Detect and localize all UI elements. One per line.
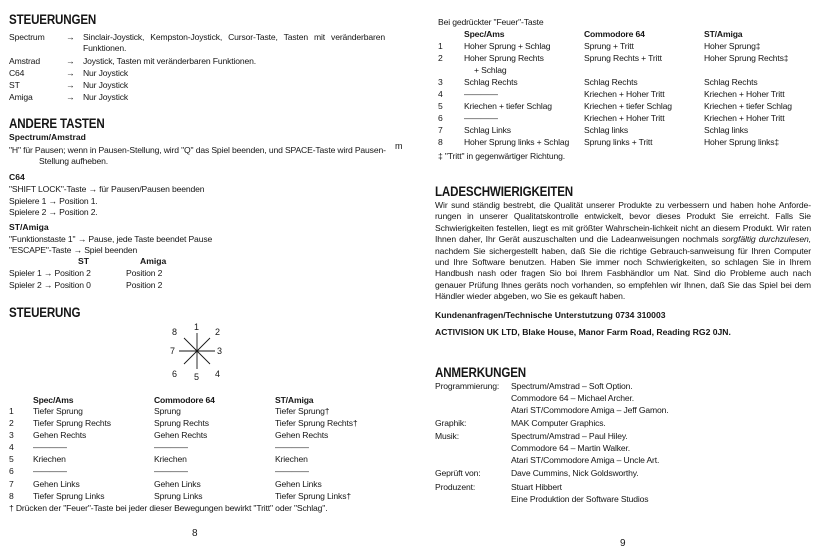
- arrow-icon: →: [66, 32, 75, 42]
- c64-move: Schlag links: [584, 125, 629, 135]
- row-number: 3: [9, 430, 14, 440]
- st-amiga-move: Hoher Sprung Rechts‡: [704, 53, 789, 63]
- amiga-column-header: Amiga: [140, 256, 167, 266]
- st-amiga-move: Tiefer Sprung Rechts†: [275, 418, 358, 428]
- compass-7: 7: [170, 346, 176, 356]
- st-amiga-move: Gehen Links: [275, 479, 322, 489]
- c64-move: Sprung Rechts + Tritt: [584, 53, 662, 63]
- joystick-direction-diagram: [168, 322, 232, 382]
- credit-value: Atari ST/Commodore Amiga – Uncle Art.: [511, 455, 660, 465]
- spec-ams-move: ————: [464, 113, 498, 123]
- credit-value: Stuart Hibbert: [511, 482, 562, 492]
- c64-move: Sprung Links: [154, 491, 203, 501]
- control-text: Nur Joystick: [83, 92, 128, 102]
- st-column-header: ST: [78, 256, 89, 266]
- c64-move: Sprung links + Tritt: [584, 137, 653, 147]
- st-amiga-move: Hoher Sprung‡: [704, 41, 761, 51]
- c64-move: Schlag Rechts: [584, 77, 638, 87]
- spec-ams-move: Tiefer Sprung Rechts: [33, 418, 111, 428]
- row-number: 3: [438, 77, 443, 87]
- c64-shift-line: "SHIFT LOCK"-Taste → für Pausen/Pausen beenden: [9, 184, 205, 194]
- row-number: 1: [9, 406, 14, 416]
- row-number: 7: [9, 479, 14, 489]
- system-label: C64: [9, 68, 25, 78]
- st-amiga-move: Gehen Rechts: [275, 430, 329, 440]
- page-number: 8: [192, 528, 198, 539]
- col-spec-ams: Spec/Ams: [464, 29, 505, 39]
- compass-8: 8: [172, 327, 178, 337]
- credit-value: Commodore 64 – Martin Walker.: [511, 443, 631, 453]
- spec-ams-move: Gehen Links: [33, 479, 80, 489]
- st-player1: Spieler 1 → Position 2: [9, 268, 91, 278]
- spec-ams-move: ————: [33, 466, 67, 476]
- st-escape-line: "ESCAPE"-Taste → Spiel beenden: [9, 245, 138, 255]
- credit-value: Dave Cummins, Nick Goldsworthy.: [511, 468, 639, 478]
- compass-1: 1: [194, 322, 200, 332]
- c64-move: Gehen Links: [154, 479, 201, 489]
- system-label: Spectrum: [9, 32, 45, 42]
- page-number: 9: [620, 538, 626, 549]
- c64-move: Sprung + Tritt: [584, 41, 634, 51]
- spec-ams-move: Gehen Rechts: [33, 430, 87, 440]
- margin-mark: m: [395, 141, 403, 151]
- row-number: 5: [9, 454, 14, 464]
- st-amiga-move: Kriechen + Hoher Tritt: [704, 113, 785, 123]
- arrow-icon: →: [66, 56, 75, 66]
- spec-ams-move: Kriechen: [33, 454, 66, 464]
- col-spec-ams: Spec/Ams: [33, 395, 74, 405]
- moves-footnote: † Drücken der "Feuer"-Taste bei jeder dieser Bewegungen bewirkt "Tritt" oder "Schlag".: [9, 503, 328, 513]
- loading-text-b: nachdem Sie sichergestellt haben, daß Sie die richtige Gebrauch-sanweisung für Ihren Computer und Ihre Software benutzen. Haben Sie immer noch Schwierigkeiten, so schlagen Sie in Ihrem Handbush nash oder fragen Sio boi Ihrem Fasbhändlor um Nat. Sind dio Probleme auch nach genauer Prüfung Ihnes geräts noch vorhanden, so empfehlen wir Ihnen, daß Sie das Spiel bei dem Händler wieder abgeben, wo Sie es gekauft haben.: [435, 245, 811, 302]
- amiga-player2: Position 2: [126, 280, 163, 290]
- fire-footnote: ‡ "Tritt" in gegenwärtiger Richtung.: [438, 151, 565, 161]
- credit-value: Atari ST/Commodore Amiga – Jeff Gamon.: [511, 405, 669, 415]
- c64-move: Sprung: [154, 406, 181, 416]
- c64-subheading: C64: [9, 172, 25, 182]
- row-number: 7: [438, 125, 443, 135]
- c64-move: Kriechen: [154, 454, 187, 464]
- arrow-icon: →: [66, 68, 75, 78]
- credit-value: MAK Computer Graphics.: [511, 418, 606, 428]
- fire-intro: Bei gedrückter "Feuer"-Taste: [438, 17, 544, 27]
- credit-value: Spectrum/Amstrad – Soft Option.: [511, 381, 633, 391]
- credit-value: Commodore 64 – Michael Archer.: [511, 393, 635, 403]
- row-number: 5: [438, 101, 443, 111]
- c64-move: Kriechen + Hoher Tritt: [584, 89, 665, 99]
- spec-ams-move: ————: [464, 89, 498, 99]
- spec-ams-move: Kriechen + tiefer Schlag: [464, 101, 552, 111]
- c64-player1: Spielere 1 → Position 1.: [9, 196, 98, 206]
- steuerung-heading: STEUERUNG: [9, 305, 81, 320]
- compass-6: 6: [172, 369, 178, 379]
- credit-label: Produzent:: [435, 482, 476, 492]
- credit-label: Geprüft von:: [435, 468, 481, 478]
- spec-ams-move: ————: [33, 442, 67, 452]
- loading-paragraph: [435, 200, 811, 303]
- col-commodore-64: Commodore 64: [154, 395, 215, 405]
- st-function-line: "Funktionstaste 1" → Pause, jede Taste beendet Pause: [9, 234, 213, 244]
- row-number: 6: [9, 466, 14, 476]
- system-label: Amiga: [9, 92, 33, 102]
- compass-5: 5: [194, 372, 200, 382]
- st-amiga-move: Kriechen + Hoher Tritt: [704, 89, 785, 99]
- c64-move: ————: [154, 466, 188, 476]
- col-st-amiga: ST/Amiga: [275, 395, 314, 405]
- st-amiga-move: Schlag Rechts: [704, 77, 758, 87]
- system-label: Amstrad: [9, 56, 40, 66]
- spec-ams-move: Schlag Rechts: [464, 77, 518, 87]
- c64-move: Kriechen + tiefer Schlag: [584, 101, 672, 111]
- col-st-amiga: ST/Amiga: [704, 29, 743, 39]
- st-player2: Spieler 2 → Position 0: [9, 280, 91, 290]
- c64-move: Kriechen + Hoher Tritt: [584, 113, 665, 123]
- st-amiga-subheading: ST/Amiga: [9, 222, 49, 232]
- arrow-icon: →: [66, 92, 75, 102]
- control-text: Nur Joystick: [83, 80, 128, 90]
- loading-text-emphasis: sorgfältig durchzulesen,: [721, 234, 811, 245]
- spec-ams-move-cont: + Schlag: [474, 65, 507, 75]
- st-amiga-move: Tiefer Sprung†: [275, 406, 330, 416]
- c64-move: Gehen Rechts: [154, 430, 208, 440]
- credit-label: Musik:: [435, 431, 459, 441]
- credit-label: Programmierung:: [435, 381, 500, 391]
- address-line: ACTIVISION UK LTD, Blake House, Manor Farm Road, Reading RG2 0JN.: [435, 327, 731, 337]
- control-text-cont: Funktionen.: [83, 43, 127, 53]
- control-text: Nur Joystick: [83, 68, 128, 78]
- c64-player2: Spielere 2 → Position 2.: [9, 207, 98, 217]
- compass-2: 2: [215, 327, 221, 337]
- anmerkungen-heading: ANMERKUNGEN: [435, 365, 526, 380]
- row-number: 1: [438, 41, 443, 51]
- row-number: 2: [9, 418, 14, 428]
- loading-text-a: Wir sund ständig bestrebt, die Qualität unserer Produkte zu verbessern und haben hohe Anforde-rungen in unserer Qualitatskontrolle entwickelt, bevor dieses Produkt Sie erreicht. Falls Sie Schwierigkeiten festellen, liegt es mit größter Wahrschein-lichkeit nicht an diesem Produkt. Wir raten Ihnen daher, Ihr Gerät auszuschalten und die Ladeanweisungen nochmals: [435, 200, 811, 245]
- direction-lines: [179, 333, 215, 369]
- arrow-icon: →: [66, 80, 75, 90]
- system-label: ST: [9, 80, 20, 90]
- right-page: [410, 0, 825, 560]
- left-page: [0, 0, 405, 560]
- steuerungen-heading: STEUERUNGEN: [9, 12, 97, 27]
- amiga-player1: Position 2: [126, 268, 163, 278]
- spectrum-keys-line-cont: Stellung aufheben.: [39, 156, 108, 166]
- row-number: 4: [9, 442, 14, 452]
- st-amiga-move: Kriechen + tiefer Schlag: [704, 101, 792, 111]
- control-text: Sinclair-Joystick, Kempston-Joystick, Cursor-Taste, Tasten mit veränderbaren: [83, 32, 385, 42]
- st-amiga-move: Tiefer Sprung Links†: [275, 491, 351, 501]
- row-number: 8: [9, 491, 14, 501]
- col-commodore-64: Commodore 64: [584, 29, 645, 39]
- spec-ams-move: Hoher Sprung links + Schlag: [464, 137, 570, 147]
- spec-ams-move: Tiefer Sprung Links: [33, 491, 105, 501]
- row-number: 2: [438, 53, 443, 63]
- c64-move: Sprung Rechts: [154, 418, 209, 428]
- credit-value: Spectrum/Amstrad – Paul Hiley.: [511, 431, 628, 441]
- compass-3: 3: [217, 346, 223, 356]
- compass-4: 4: [215, 369, 221, 379]
- st-amiga-move: ————: [275, 442, 309, 452]
- ladeschwierigkeiten-heading: LADESCHWIERIGKEITEN: [435, 184, 574, 199]
- row-number: 4: [438, 89, 443, 99]
- spec-ams-move: Hoher Sprung Rechts: [464, 53, 544, 63]
- spec-ams-move: Tiefer Sprung: [33, 406, 83, 416]
- c64-move: ————: [154, 442, 188, 452]
- st-amiga-move: Kriechen: [275, 454, 308, 464]
- credit-label: Graphik:: [435, 418, 467, 428]
- spectrum-amstrad-subheading: Spectrum/Amstrad: [9, 132, 86, 142]
- credit-value: Eine Produktion der Software Studios: [511, 494, 649, 504]
- row-number: 8: [438, 137, 443, 147]
- spectrum-keys-line: "H" für Pausen; wenn in Pausen-Stellung, wird "Q" das Spiel beenden, und SPACE-Taste wird Pausen-: [9, 145, 386, 155]
- support-line: Kundenanfragen/Technische Unterstutzung 0734 310003: [435, 310, 666, 320]
- spec-ams-move: Hoher Sprung + Schlag: [464, 41, 551, 51]
- andere-tasten-heading: ANDERE TASTEN: [9, 116, 105, 131]
- control-text: Joystick, Tasten mit veränderbaren Funktionen.: [83, 56, 257, 66]
- row-number: 6: [438, 113, 443, 123]
- st-amiga-move: Hoher Sprung links‡: [704, 137, 780, 147]
- st-amiga-move: ————: [275, 466, 309, 476]
- spec-ams-move: Schlag Links: [464, 125, 511, 135]
- st-amiga-move: Schlag links: [704, 125, 749, 135]
